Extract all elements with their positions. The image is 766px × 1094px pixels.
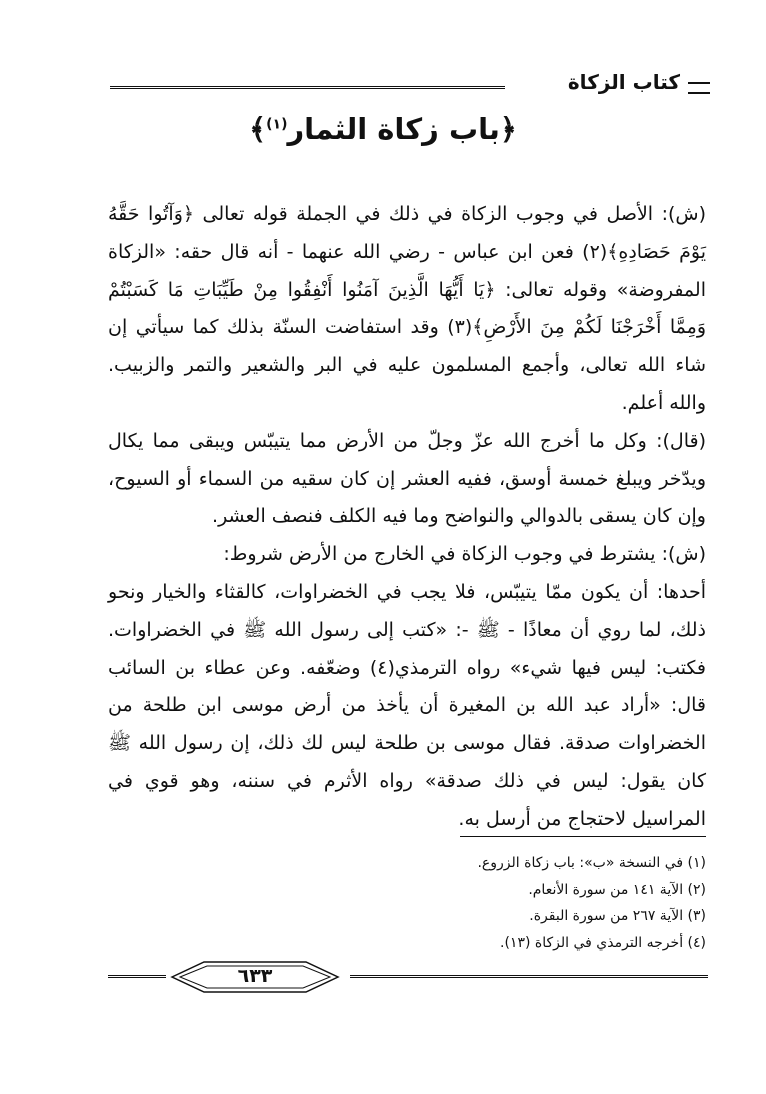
paragraph-2: (قال): وكل ما أخرج الله عزّ وجلّ من الأرض مما يتيبّس ويبقى مما يكال ويدّخر ويبلغ خمسة أوسق، ففيه العشر إن كان سقيه من السماء أو السيوح، وإن كان يسقى بالدوالي والنواضح وما فيه الكلف فنصف العشر. — [108, 429, 706, 528]
footnote-rule — [460, 836, 706, 837]
chapter-title-close: ﴾ — [249, 112, 267, 146]
body-text — [108, 196, 706, 839]
book-title: كتاب الزكاة — [567, 70, 680, 94]
footnote-4: (٤) أخرجه الترمذي في الزكاة (١٣). — [500, 934, 706, 951]
header-mark — [688, 82, 710, 94]
footnotes — [300, 850, 706, 956]
page-number: ٦٣٣ — [237, 965, 273, 987]
paragraph-1: (ش): الأصل في وجوب الزكاة في ذلك في الجملة قوله تعالى ﴿وَآتُوا حَقَّهُ يَوْمَ حَصَادِهِ﴾(٢) فعن ابن عباس - رضي الله عنهما - أنه قال حقه: «الزكاة المفروضة» وقوله تعالى: ﴿يَا أَيُّهَا الَّذِينَ آمَنُوا أَنْفِقُوا مِنْ طَيِّبَاتِ مَا كَسَبْتُمْ وَمِمَّا أَخْرَجْنَا لَكُمْ مِنَ الأَرْضِ﴾(٣) وقد استفاضت السنّة بذلك كما سيأتي إن شاء الله تعالى، وأجمع المسلمون عليه في البر والشعير والتمر والزبيب. والله أعلم. — [108, 203, 706, 414]
page-footer — [108, 960, 708, 1000]
page-number-frame — [170, 960, 340, 994]
footnote-3: (٣) الآية ٢٦٧ من سورة البقرة. — [529, 908, 706, 924]
chapter-title-text: ﴿باب زكاة الثمار — [287, 112, 517, 146]
running-header — [110, 70, 710, 100]
header-rule — [110, 86, 505, 89]
footnote-1: (١) في النسخة «ب»: باب زكاة الزروع. — [477, 855, 706, 871]
paragraph-3: (ش): يشترط في وجوب الزكاة في الخارج من الأرض شروط: — [223, 543, 706, 566]
footnote-2: (٢) الآية ١٤١ من سورة الأنعام. — [528, 881, 706, 898]
footer-rule-left — [108, 975, 166, 978]
paragraph-4: أحدها: أن يكون ممّا يتيبّس، فلا يجب في الخضراوات، كالقثاء والخيار ونحو ذلك، لما روي أن معاذًا - ﷺ -: «كتب إلى رسول الله ﷺ في الخضراوات. فكتب: ليس فيها شيء» رواه الترمذي(٤) وضعّفه. وعن عطاء بن السائب قال: «أراد عبد الله بن المغيرة أن يأخذ من أرض موسى ابن طلحة من الخضراوات صدقة. فقال موسى بن طلحة ليس لك ذلك، إن رسول الله ﷺ كان يقول: ليس في ذلك صدقة» رواه الأثرم في سننه، وهو قوي في المراسيل لاحتجاج من أرسل به. — [108, 580, 707, 830]
footer-rule-right — [350, 975, 708, 978]
chapter-note-ref: (١) — [266, 116, 288, 133]
chapter-title — [0, 112, 766, 146]
